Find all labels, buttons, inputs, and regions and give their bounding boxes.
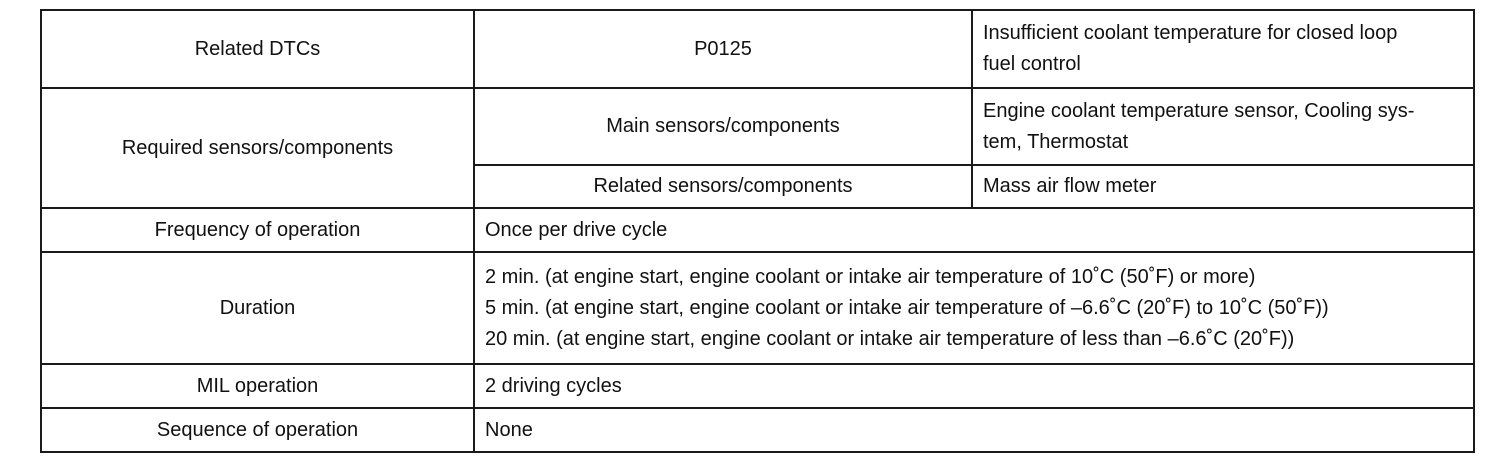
related-dtcs-label: Related DTCs	[41, 10, 474, 88]
required-sensors-label: Required sensors/components	[41, 88, 474, 208]
table-row-duration	[41, 252, 1474, 364]
related-dtcs-code: P0125	[474, 10, 972, 88]
sequence-label: Sequence of operation	[41, 408, 474, 452]
frequency-label: Frequency of operation	[41, 208, 474, 252]
table-row-main-sensors	[41, 88, 1474, 165]
main-sensors-value	[972, 88, 1474, 165]
main-sensors-label: Main sensors/components	[474, 88, 972, 165]
duration-value	[474, 252, 1474, 364]
sequence-value: None	[474, 408, 1474, 452]
duration-line: 20 min. (at engine start, engine coolant or intake air temperature of less than –6.6˚C (20˚F))	[485, 327, 1295, 350]
related-sensors-value: Mass air flow meter	[972, 165, 1474, 208]
mil-operation-value: 2 driving cycles	[474, 364, 1474, 408]
mil-operation-label: MIL operation	[41, 364, 474, 408]
related-dtcs-description-line: fuel control	[983, 53, 1081, 75]
frequency-value: Once per drive cycle	[474, 208, 1474, 252]
related-dtcs-description-line: Insufficient coolant temperature for closed loop	[983, 22, 1398, 44]
table-row-mil-operation	[41, 364, 1474, 408]
duration-label: Duration	[41, 252, 474, 364]
related-dtcs-description	[972, 10, 1474, 88]
main-sensors-value-line: tem, Thermostat	[983, 130, 1129, 153]
related-sensors-label: Related sensors/components	[474, 165, 972, 208]
table-row-frequency	[41, 208, 1474, 252]
monitor-spec-table	[40, 9, 1475, 453]
duration-line: 5 min. (at engine start, engine coolant or intake air temperature of –6.6˚C (20˚F) to 10˚C (50˚F))	[485, 296, 1329, 319]
table-row-related-dtcs	[41, 10, 1474, 88]
duration-line: 2 min. (at engine start, engine coolant or intake air temperature of 10˚C (50˚F) or more)	[485, 265, 1256, 288]
main-sensors-value-line: Engine coolant temperature sensor, Cooling sys-	[983, 99, 1415, 122]
table-row-sequence	[41, 408, 1474, 452]
